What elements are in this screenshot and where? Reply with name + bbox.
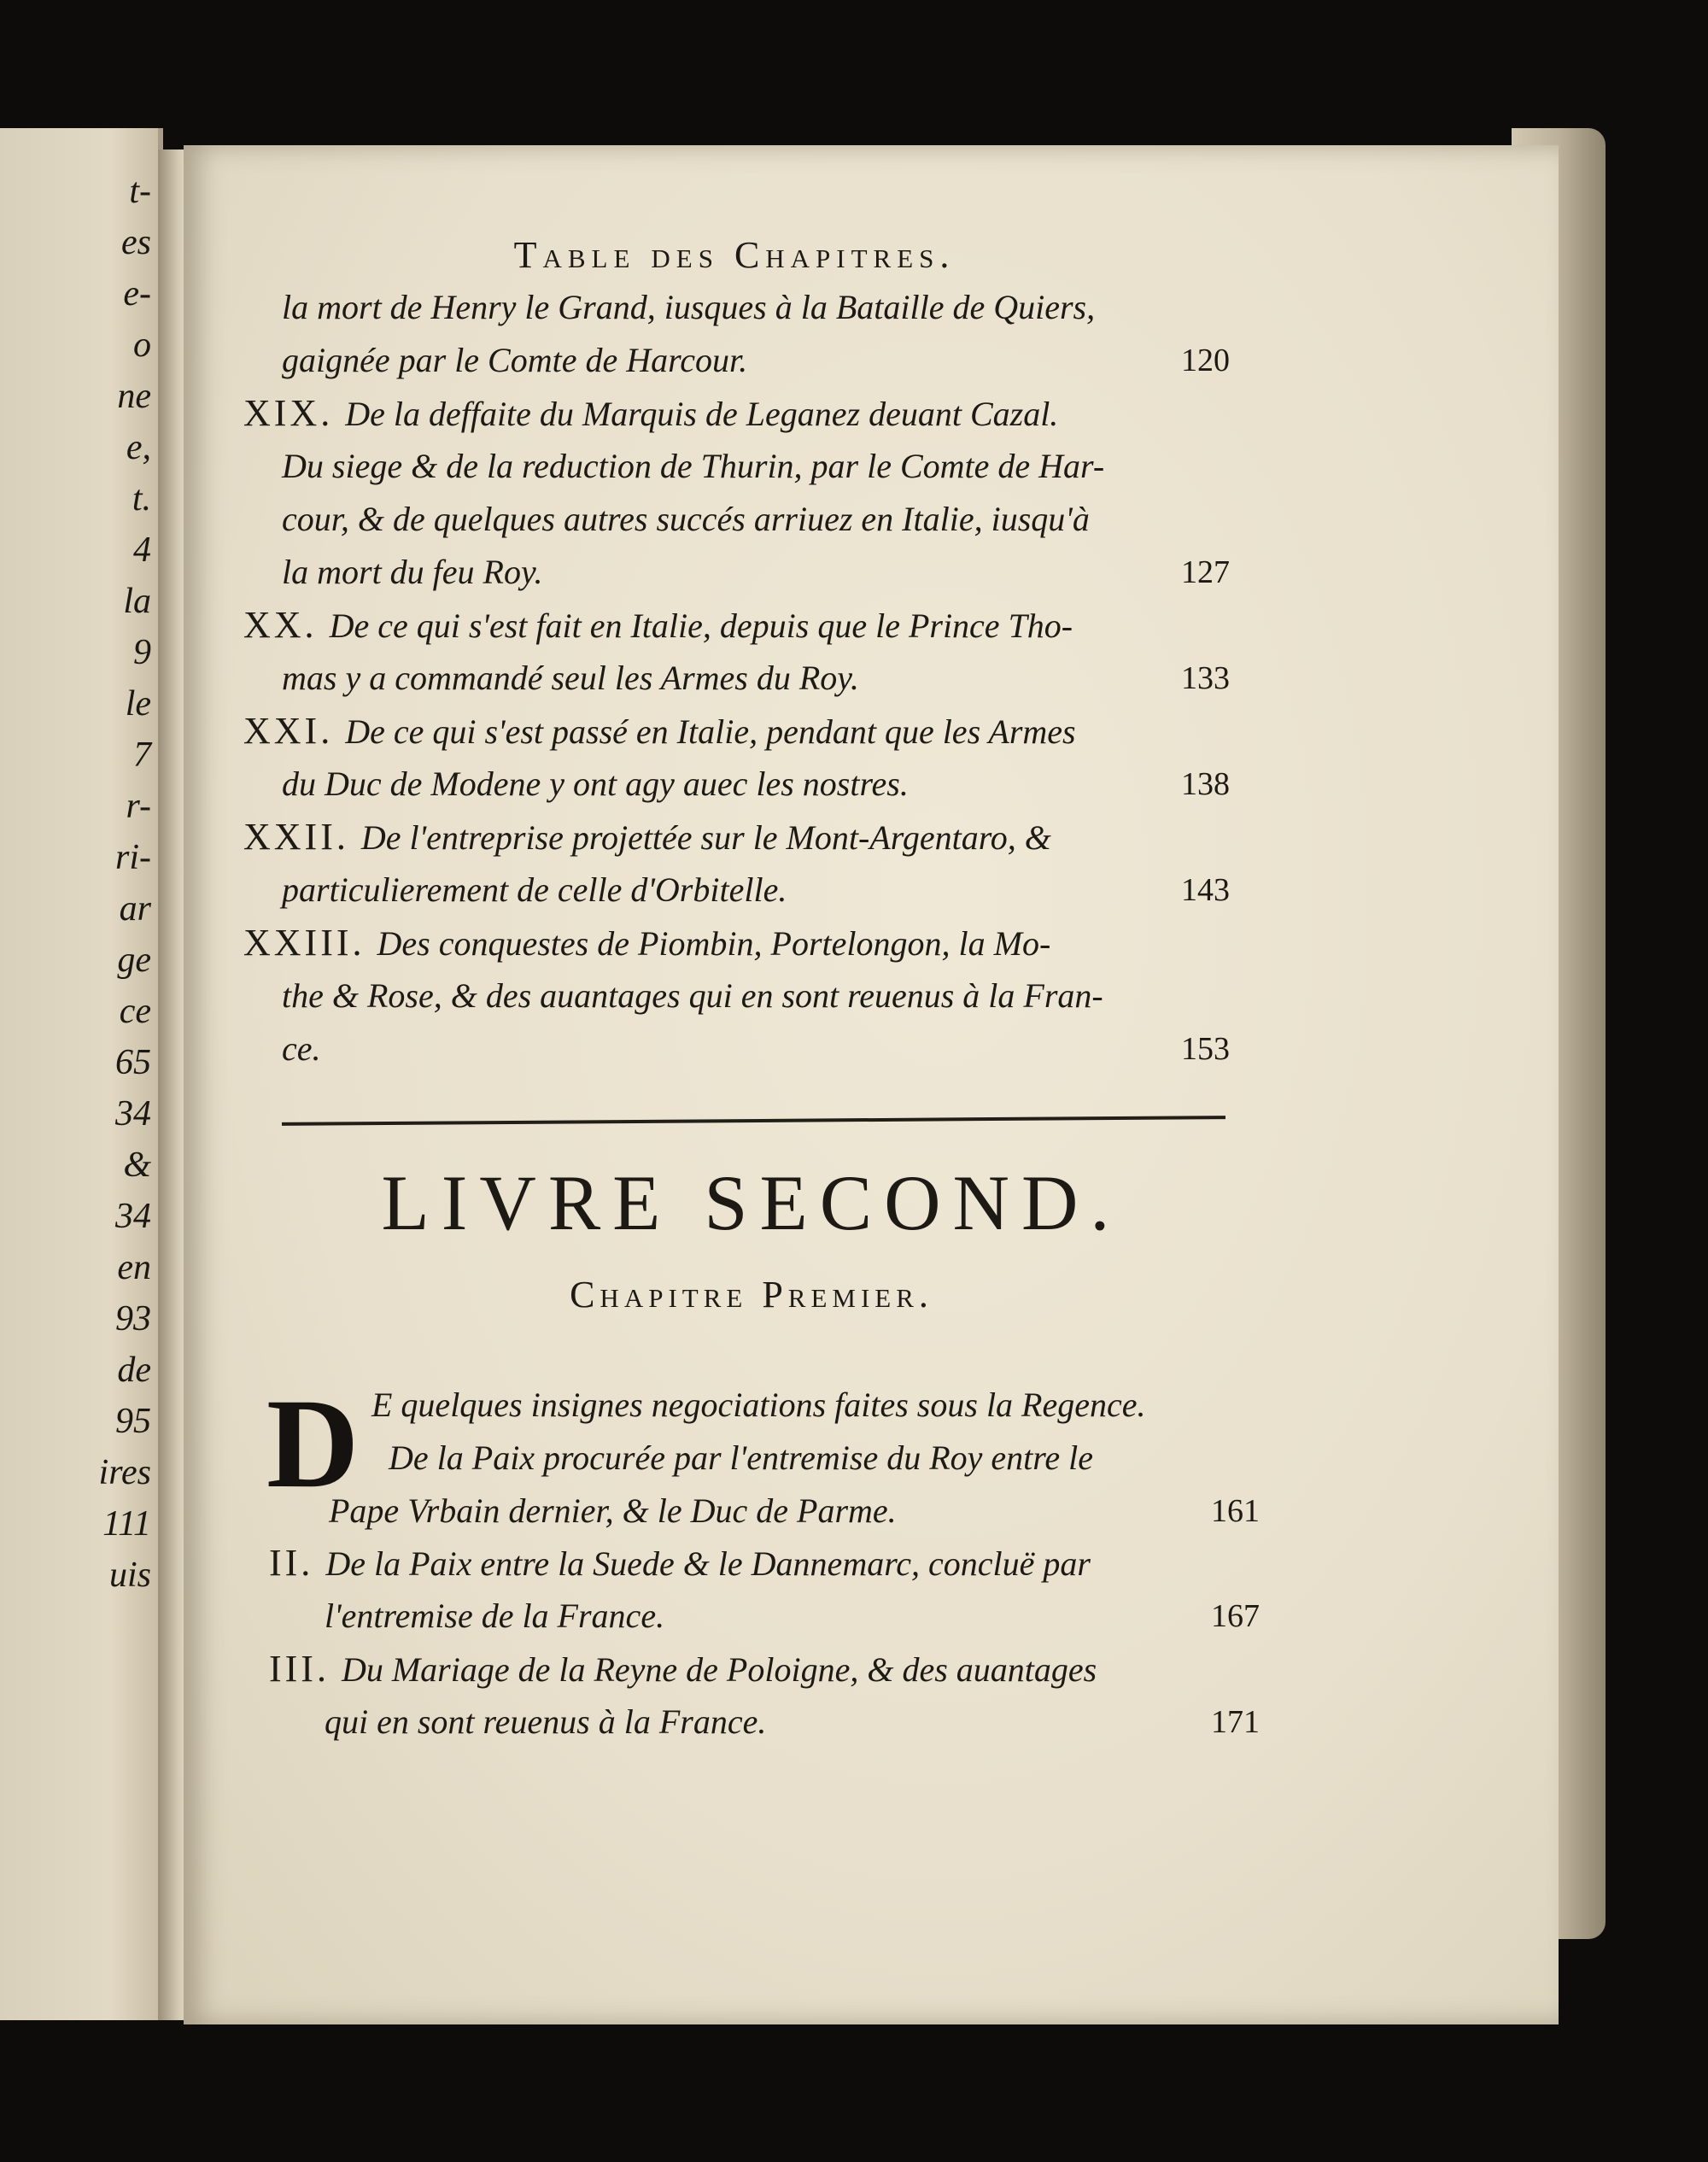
left-page-text-fragment: 9: [133, 633, 151, 672]
left-page-text-fragment: la: [123, 582, 151, 621]
chapter-title-text: la mort du feu Roy.: [282, 553, 543, 591]
left-page-text-fragment: 7: [133, 735, 151, 775]
page-number: 143: [1181, 872, 1230, 908]
toc-line: [282, 494, 1230, 545]
book-heading: LIVRE SECOND.: [381, 1159, 1122, 1246]
page-number: 161: [1211, 1493, 1260, 1529]
left-page-text-fragment: t.: [132, 479, 151, 519]
toc-line: [282, 653, 1230, 704]
toc-line: [243, 600, 1230, 651]
page-number: 153: [1181, 1031, 1230, 1067]
left-page-text-fragment: &: [123, 1145, 151, 1185]
toc-line: [282, 864, 1230, 916]
left-page-text-fragment: r-: [126, 787, 151, 826]
left-page-text-fragment: 95: [115, 1402, 151, 1441]
left-page-text-fragment: ri-: [115, 838, 151, 877]
left-page-fragment: [0, 128, 163, 2020]
left-page-text-fragment: 111: [102, 1504, 151, 1544]
chapter-number: III.: [269, 1648, 330, 1690]
left-page-text-fragment: e-: [123, 274, 151, 313]
page-number: 127: [1181, 554, 1230, 590]
toc-line: [243, 811, 1230, 863]
chapter-title-text: cour, & de quelques autres succés arriuez en Italie, iusqu'à: [282, 500, 1090, 538]
chapter-number: XIX.: [243, 392, 334, 434]
left-page-text-fragment: de: [117, 1351, 151, 1390]
left-page-text-fragment: e,: [126, 428, 151, 467]
chapter-title-text: De la Paix procurée par l'entremise du Roy entre le: [389, 1438, 1093, 1477]
chapter-number: XX.: [243, 604, 318, 646]
left-page-text-fragment: o: [133, 325, 151, 365]
left-page-text-fragment: ar: [119, 889, 151, 929]
toc-line: [243, 706, 1230, 757]
toc-line: [282, 759, 1230, 810]
chapter-entry-line: [269, 1643, 1260, 1695]
chapter-title-text: ce.: [282, 1029, 321, 1068]
toc-line: [243, 917, 1230, 969]
chapter-title-text: the & Rose, & des auantages qui en sont reuenus à la Fran-: [282, 976, 1103, 1015]
chapter-title-text: De la Paix entre la Suede & le Dannemarc, concluë par: [325, 1544, 1091, 1583]
chapter-title-text: qui en sont reuenus à la France.: [325, 1702, 767, 1741]
chapter-entry-line: [325, 1696, 1260, 1748]
page-number: 167: [1211, 1598, 1260, 1634]
chapter-title-text: Du siege & de la reduction de Thurin, par le Comte de Har-: [282, 447, 1105, 485]
chapter-title-text: Pape Vrbain dernier, & le Duc de Parme.: [329, 1491, 897, 1530]
left-page-text-fragment: 93: [115, 1299, 151, 1339]
left-page-text-fragment: 65: [115, 1043, 151, 1082]
chapter-heading: Chapitre Premier.: [570, 1274, 933, 1315]
chapter-title-text: du Duc de Modene y ont agy auec les nostres.: [282, 765, 909, 803]
chapter-number: XXII.: [243, 816, 349, 858]
chapter-title-text: Des conquestes de Piombin, Portelongon, la Mo-: [377, 924, 1051, 963]
toc-line: [282, 282, 1230, 333]
page-number: 138: [1181, 766, 1230, 802]
running-head: Table des Chapitres.: [513, 234, 956, 276]
left-page-text-fragment: es: [121, 223, 151, 262]
chapter-title-text: l'entremise de la France.: [325, 1597, 665, 1635]
chapter-entry-line: [371, 1380, 1260, 1431]
left-page-text-fragment: le: [125, 684, 151, 724]
chapter-entry-line: [269, 1538, 1260, 1589]
chapter-title-text: la mort de Henry le Grand, iusques à la Bataille de Quiers,: [282, 288, 1096, 326]
left-page-text-fragment: uis: [108, 1556, 151, 1595]
page-number: 120: [1181, 343, 1230, 378]
toc-line: [243, 388, 1230, 439]
left-page-text-fragment: 4: [133, 530, 151, 570]
chapter-entry-line: [329, 1485, 1260, 1537]
chapter-title-text: De ce qui s'est fait en Italie, depuis que le Prince Tho-: [329, 606, 1073, 645]
chapter-title-text: De ce qui s'est passé en Italie, pendant que les Armes: [345, 712, 1076, 751]
chapter-number: XXIII.: [243, 922, 366, 964]
chapter-title-text: mas y a commandé seul les Armes du Roy.: [282, 659, 859, 697]
toc-line: [282, 547, 1230, 598]
left-page-text-fragment: 34: [115, 1197, 151, 1236]
chapter-entry-line: [389, 1433, 1260, 1484]
chapter-title-text: particulierement de celle d'Orbitelle.: [282, 870, 787, 909]
chapter-title-text: gaignée par le Comte de Harcour.: [282, 341, 748, 379]
chapter-title-text: E quelques insignes negociations faites sous la Regence.: [371, 1386, 1146, 1424]
left-page-text-fragment: t-: [129, 172, 151, 211]
toc-line: [282, 1023, 1230, 1075]
chapter-title-text: De l'entreprise projettée sur le Mont-Argentaro, &: [360, 818, 1051, 857]
left-page-text-fragment: 34: [115, 1094, 151, 1134]
drop-cap: D: [266, 1373, 360, 1515]
left-page-text-fragment: ne: [117, 377, 151, 416]
left-page-text-fragment: ge: [117, 940, 151, 980]
toc-line: [282, 335, 1230, 386]
left-page-text-fragment: ce: [119, 992, 151, 1031]
left-page-text-fragment: ires: [98, 1453, 151, 1492]
toc-line: [282, 441, 1230, 492]
chapter-title-text: De la deffaite du Marquis de Leganez deuant Cazal.: [345, 395, 1059, 433]
chapter-entry-line: [325, 1591, 1260, 1642]
chapter-number: II.: [269, 1542, 314, 1584]
chapter-title-text: Du Mariage de la Reyne de Poloigne, & des auantages: [341, 1650, 1097, 1689]
toc-line: [282, 970, 1230, 1022]
page-number: 171: [1211, 1704, 1260, 1740]
left-page-text-fragment: en: [117, 1248, 151, 1287]
page-number: 133: [1181, 660, 1230, 696]
chapter-number: XXI.: [243, 710, 334, 752]
